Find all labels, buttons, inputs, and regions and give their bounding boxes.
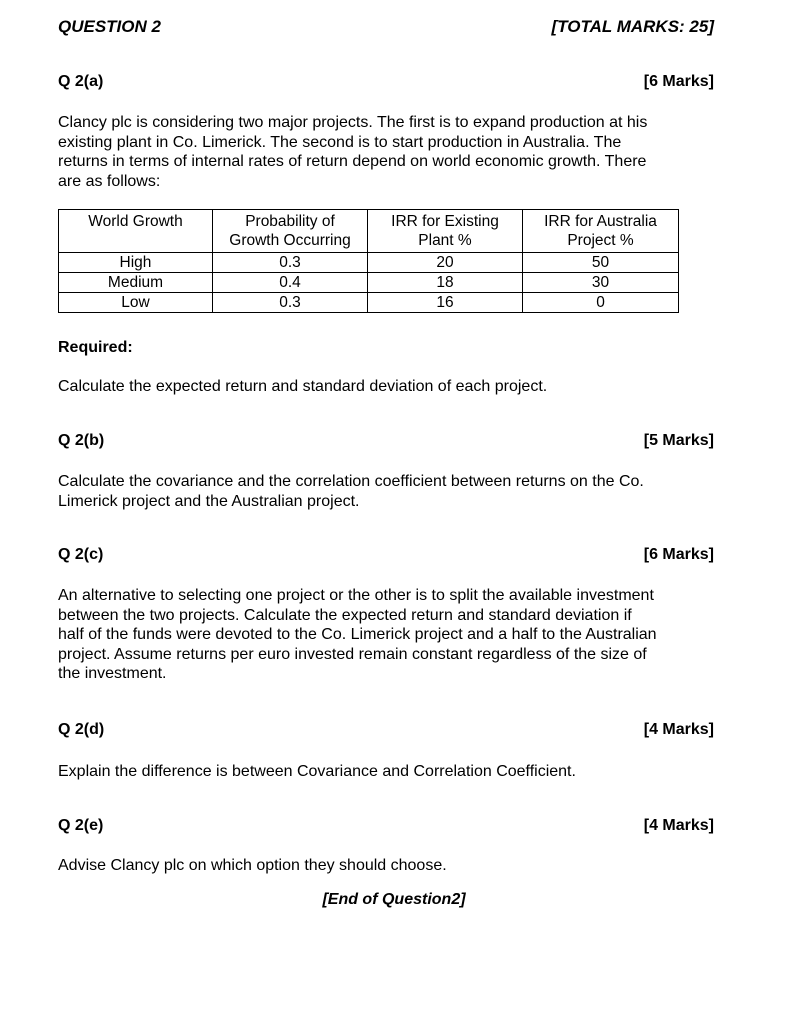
q2d-marks: [4 Marks] — [643, 721, 714, 738]
q2a-intro-line: returns in terms of internal rates of return depend on world economic growth. There — [58, 153, 647, 170]
table-cell: 0.3 — [213, 293, 368, 313]
header-text: Project % — [567, 232, 634, 249]
q2a-marks: [6 Marks] — [643, 73, 714, 90]
header-text: Plant % — [418, 232, 472, 249]
end-of-question: [End of Question2] — [322, 891, 466, 908]
q2c-line: project. Assume returns per euro invested remain constant regardless of the size of — [58, 645, 647, 663]
table-cell: 20 — [368, 253, 523, 273]
header-irr-existing — [368, 210, 523, 253]
irr-table — [58, 209, 679, 313]
header-text: IRR for Existing — [391, 213, 499, 230]
table-cell: 0.4 — [213, 273, 368, 293]
table-row — [59, 273, 679, 293]
header-world-growth — [59, 210, 213, 253]
question-title: QUESTION 2 — [58, 17, 161, 36]
q2d-label: Q 2(d) — [58, 721, 105, 738]
q2a-intro — [58, 113, 738, 191]
q2d-text: Explain the difference is between Covariance and Correlation Coefficient. — [58, 763, 576, 780]
table-cell: 0.3 — [213, 253, 368, 273]
required-text: Calculate the expected return and standard deviation of each project. — [58, 378, 548, 395]
header-probability — [213, 210, 368, 253]
q2b-label: Q 2(b) — [58, 432, 105, 449]
header-text: Probability of — [245, 213, 335, 230]
total-marks: [TOTAL MARKS: 25] — [551, 17, 714, 36]
q2e-marks: [4 Marks] — [643, 817, 714, 834]
header-irr-australia — [523, 210, 679, 253]
q2c-marks: [6 Marks] — [643, 546, 714, 563]
table-cell: High — [59, 253, 213, 273]
q2c-line: An alternative to selecting one project or the other is to split the available investment — [58, 587, 654, 604]
q2c-text — [58, 586, 748, 684]
q2a-intro-line: are as follows: — [58, 172, 161, 190]
header-text: IRR for Australia — [544, 213, 657, 230]
q2b-marks: [5 Marks] — [643, 432, 714, 449]
table-cell: Medium — [59, 273, 213, 293]
table-cell: 16 — [368, 293, 523, 313]
header-text: World Growth — [88, 212, 183, 230]
header-text: Growth Occurring — [229, 232, 351, 249]
q2c-line: between the two projects. Calculate the expected return and standard deviation if — [58, 606, 632, 624]
q2b-text — [58, 472, 738, 511]
table-row — [59, 253, 679, 273]
q2a-intro-line: Clancy plc is considering two major projects. The first is to expand production at his — [58, 114, 648, 131]
table-cell: 0 — [523, 293, 679, 313]
q2e-label: Q 2(e) — [58, 817, 104, 834]
table-cell: 30 — [523, 273, 679, 293]
table-cell: 50 — [523, 253, 679, 273]
required-label: Required: — [58, 339, 133, 356]
q2c-line: half of the funds were devoted to the Co. Limerick project and a half to the Australian — [58, 626, 657, 643]
q2a-intro-line: existing plant in Co. Limerick. The second is to start production in Australia. The — [58, 133, 622, 151]
q2c-label: Q 2(c) — [58, 546, 104, 563]
q2c-line: the investment. — [58, 665, 167, 682]
table-row — [59, 293, 679, 313]
q2a-label: Q 2(a) — [58, 73, 104, 90]
q2b-line: Calculate the covariance and the correlation coefficient between returns on the Co. — [58, 473, 644, 490]
table-header-row — [59, 210, 679, 253]
table-cell: 18 — [368, 273, 523, 293]
q2e-text: Advise Clancy plc on which option they should choose. — [58, 857, 447, 874]
table-cell: Low — [59, 293, 213, 313]
q2b-line: Limerick project and the Australian project. — [58, 492, 360, 510]
